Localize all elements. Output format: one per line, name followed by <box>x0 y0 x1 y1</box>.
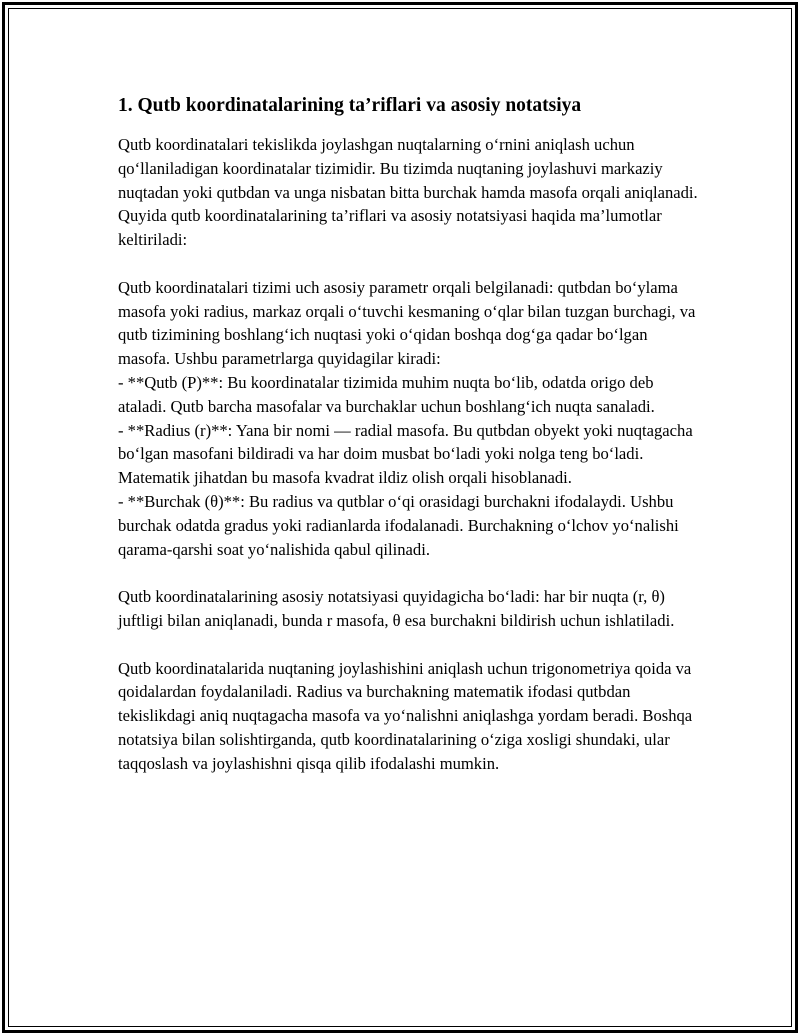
list-item-burchak: - **Burchak (θ)**: Bu radius va qutblar o‘qi orasidagi burchakni ifodalaydi. Ushbu burchak odatda gradus yoki radianlarda ifodalanadi. Burchakning o‘lchov yo‘nalishi qarama-qarshi soat yo‘nalishida qabul qilinadi. <box>118 491 679 559</box>
paragraph-intro: Qutb koordinatalari tekislikda joylashgan nuqtalarning o‘rnini aniqlash uchun qo‘llaniladigan koordinatalar tizimidir. Bu tizimda nuqtaning joylashuvi markaziy nuqtadan yoki qutbdan va unga nisbatan bitta burchak hamda masofa orqali aniqlanadi. Quyida qutb koordinatalarining ta’riflari va asosiy notatsiyasi haqida ma’lumotlar keltiriladi: <box>118 135 698 250</box>
list-item-qutb: - **Qutb (P)**: Bu koordinatalar tizimida muhim nuqta bo‘lib, odatda origo deb ataladi. Qutb barcha masofalar va burchaklar uchun boshlang‘ich nuqta sanaladi. <box>118 372 655 416</box>
section-heading: 1. Qutb koordinatalarining ta’riflari va asosiy notatsiya <box>118 95 582 116</box>
list-item-radius: - **Radius (r)**: Yana bir nomi — radial masofa. Bu qutbdan obyekt yoki nuqtagacha bo‘lgan masofani bildiradi va har doim musbat bo‘ladi yoki nolga teng bo‘ladi. Matematik jihatdan bu masofa kvadrat ildiz olish orqali hisoblanadi. <box>118 420 693 488</box>
paragraph-trigonometry: Qutb koordinatalarida nuqtaning joylashishini aniqlash uchun trigonometriya qoida va qoidalardan foydalaniladi. Radius va burchakning matematik ifodasi qutbdan tekislikdagi aniq nuqtagacha masofa va yo‘nalishni aniqlashga yordam beradi. Boshqa notatsiya bilan solishtirganda, qutb koordinatalarining o‘ziga xosligi shundaki, ular taqqoslash va joylashishni qisqa qilib ifodalashi mumkin. <box>118 658 693 773</box>
paragraph-gap <box>118 633 698 657</box>
paragraph-parameters-text: Qutb koordinatalari tizimi uch asosiy parametr orqali belgilanadi: qutbdan bo‘ylama masofa yoki radius, markaz orqali o‘tuvchi kesmaning o‘qlar bilan tuzgan burchagi, va qutb tizimining boshlang‘ich nuqtasi yoki o‘qidan boshqa dog‘ga qadar bo‘lgan masofa. Ushbu parametrlarga quyidagilar kiradi: <box>118 277 696 369</box>
paragraph-gap <box>118 252 698 276</box>
document-body <box>118 92 698 776</box>
paragraph-parameters <box>118 276 698 562</box>
paragraph-gap <box>118 561 698 585</box>
paragraph-notation: Qutb koordinatalarining asosiy notatsiyasi quyidagicha bo‘ladi: har bir nuqta (r, θ) juftligi bilan aniqlanadi, bunda r masofa, θ esa burchakni bildirish uchun ishlatiladi. <box>118 587 675 630</box>
